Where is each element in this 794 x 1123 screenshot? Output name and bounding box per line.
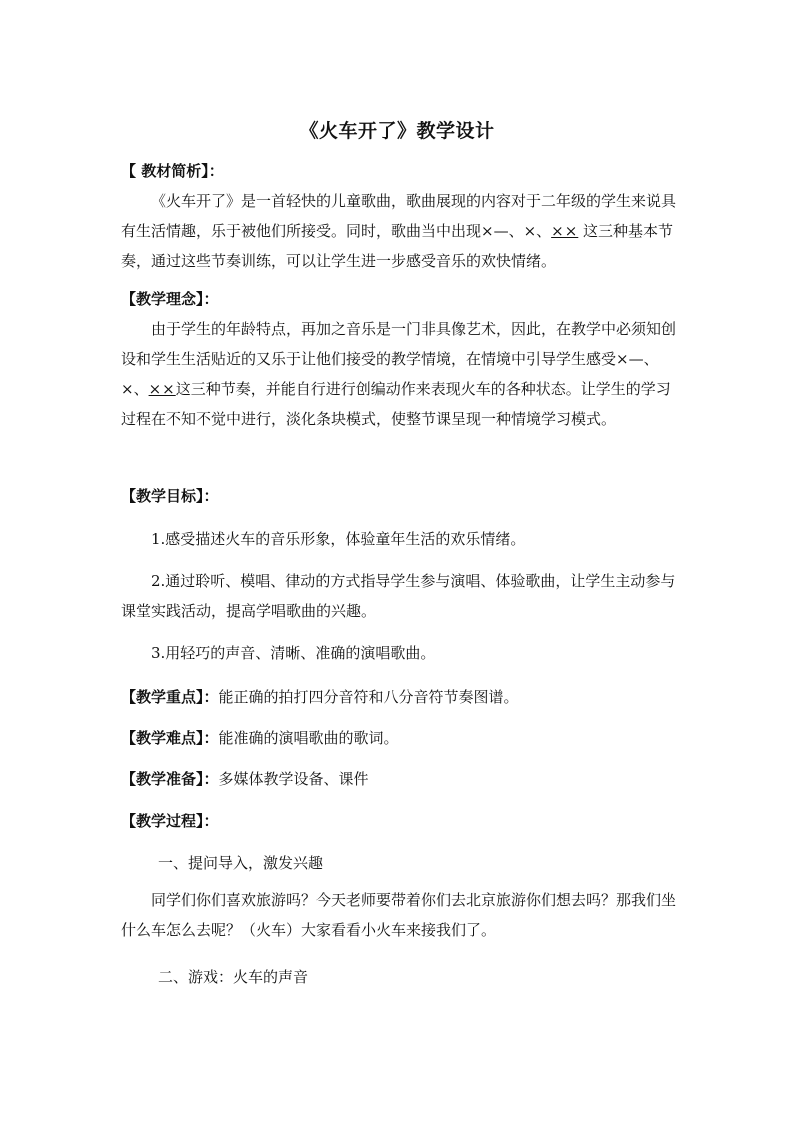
goal-item-1: 1.感受描述火车的音乐形象，体验童年生活的欢乐情绪。 [151,530,526,548]
analysis-rhythm: ×× [551,222,579,240]
analysis-paragraph [121,186,677,276]
analysis-text-a: 《火车开了》是一首轻快的儿童歌曲，歌曲展现的内容对于二年级的学生来说具有生活情趣，乐于被他们所接受。同时，歌曲当中出现×—、×、 [121,192,677,240]
concept-heading: 【教学理念】： [121,290,219,308]
analysis-heading: 【 教材简析】： [121,162,224,180]
preparation-row [121,768,681,789]
key-point-text: 能正确的拍打四分音符和八分音符节奏图谱。 [218,688,519,706]
goals-heading: 【教学目标】： [121,487,219,505]
key-point-heading: 【教学重点】： [121,688,219,706]
difficulty-text: 能准确的演唱歌曲的歌词。 [218,729,399,747]
document-title: 《火车开了》教学设计 [299,120,495,142]
process-step2-title: 二、游戏：火车的声音 [158,968,309,986]
difficulty-heading: 【教学难点】： [121,729,219,747]
concept-text-a: 由于学生的年龄特点，再加之音乐是一门非具像艺术，因此，在教学中必须知创设和学生生活贴近的又乐于让他们接受的教学情境，在情境中引导学生感受×—、×、 [121,320,677,398]
concept-paragraph [121,314,677,434]
process-step1-title: 一、提问导入，激发兴趣 [158,854,324,872]
preparation-heading: 【教学准备】： [121,770,219,788]
goal-item-2: 2.通过聆听、模唱、律动的方式指导学生参与演唱、体验歌曲，让学生主动参与课堂实践活动，提高学唱歌曲的兴趣。 [121,572,676,620]
key-point-row [121,686,681,707]
analysis-text-b: 这三种基本节奏，通过这些节奏训练，可以让学生进一步感受音乐的欢快情绪。 [121,222,674,270]
goal-item-3: 3.用轻巧的声音、清晰、准确的演唱歌曲。 [151,644,436,662]
process-step1-text: 同学们你们喜欢旅游吗？今天老师要带着你们去北京旅游你们想去吗？那我们坐什么车怎么去呢？（火车）大家看看小火车来接我们了。 [121,891,677,939]
preparation-text: 多媒体教学设备、课件 [218,770,369,788]
difficulty-row [121,727,681,748]
concept-rhythm: ×× [148,380,176,398]
process-heading: 【教学过程】： [121,812,219,830]
concept-text-b: 这三种节奏，并能自行进行创编动作来表现火车的各种状态。让学生的学习过程在不知不觉中进行，淡化条块模式，使整节课呈现一种情境学习模式。 [121,380,671,428]
